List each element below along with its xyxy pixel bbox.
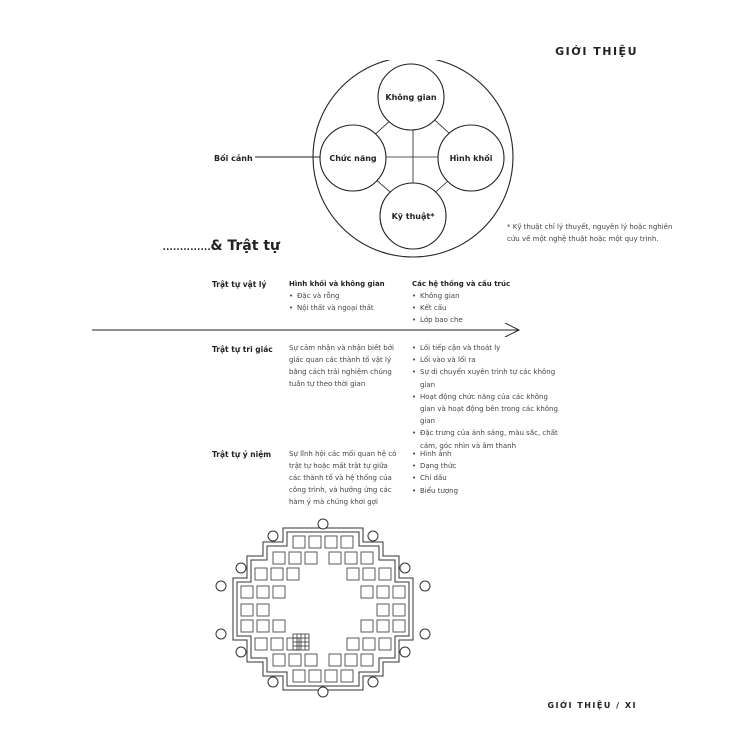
row-physical-col2 xyxy=(412,278,552,327)
label-space: Không gian xyxy=(385,93,437,102)
row-conceptual-col1: Sự lĩnh hội các mối quan hệ có trật tự hoặc mất trật tự giữa các thành tố và hệ thống của công trình, và hưởng ứng các hàm ý mà chúng khơi gợi xyxy=(289,450,397,506)
label-form: Hình khối xyxy=(449,154,493,163)
row-label-conceptual: Trật tự ý niệm xyxy=(212,450,272,459)
list-item: • Biểu tượng xyxy=(412,485,552,497)
list-item: • Lớp bao che xyxy=(412,314,552,326)
list-item: • Hoạt động chức năng của các không gian và hoạt động bên trong các không gian xyxy=(412,391,562,428)
col1-list xyxy=(289,290,399,314)
label-function: Chức năng xyxy=(329,154,377,163)
label-context: Bối cảnh xyxy=(214,154,253,163)
floor-plan-svg xyxy=(213,516,433,698)
col2-list xyxy=(412,448,552,497)
col2-heading: Các hệ thống và cấu trúc xyxy=(412,280,511,288)
concept-diagram-svg xyxy=(200,60,530,260)
list-item: • Không gian xyxy=(412,290,552,302)
row-label-physical: Trật tự vật lý xyxy=(212,280,267,289)
row-label-perceptual: Trật tự tri giác xyxy=(212,345,273,354)
list-item: • Chỉ dấu xyxy=(412,472,552,484)
list-item: • Sự di chuyển xuyên trình tự các không gian xyxy=(412,366,562,390)
row-physical-col1 xyxy=(289,278,399,314)
list-item: • Hình ảnh xyxy=(412,448,552,460)
page-header-title: GIỚI THIỆU xyxy=(555,45,638,58)
label-technique: Kỹ thuật* xyxy=(391,212,435,221)
section-title-text: & Trật tự xyxy=(210,238,280,254)
footnote: * Kỹ thuật chỉ lý thuyết, nguyên lý hoặc nghiên cứu về một nghệ thuật hoặc một quy trình. xyxy=(507,223,673,243)
page-footer: GIỚI THIỆU / XI xyxy=(547,701,637,710)
list-item: • Dạng thức xyxy=(412,460,552,472)
list-item: • Đặc trưng của ánh sáng, màu sắc, chất cảm, góc nhìn và âm thanh xyxy=(412,427,562,451)
timeline-arrow xyxy=(92,322,522,336)
col1-heading: Hình khối và không gian xyxy=(289,280,385,288)
list-item: • Nội thất và ngoại thất xyxy=(289,302,399,314)
row-perceptual-col1: Sự cảm nhận và nhận biết bởi giác quan các thành tố vật lý bằng cách trải nghiệm chúng tuần tự theo thời gian xyxy=(289,344,394,388)
list-item: • Lối vào và lối ra xyxy=(412,354,562,366)
floor-plan-illustration xyxy=(213,516,433,698)
row-perceptual-col2 xyxy=(412,342,562,452)
section-title xyxy=(162,238,280,254)
list-item: • Đặc và rỗng xyxy=(289,290,399,302)
list-item: • Kết cấu xyxy=(412,302,552,314)
col2-list xyxy=(412,342,562,452)
section-title-dots: .............. xyxy=(162,238,211,254)
concept-diagram xyxy=(200,60,530,260)
list-item: • Lối tiếp cận và thoát ly xyxy=(412,342,562,354)
row-conceptual-col2 xyxy=(412,448,552,497)
